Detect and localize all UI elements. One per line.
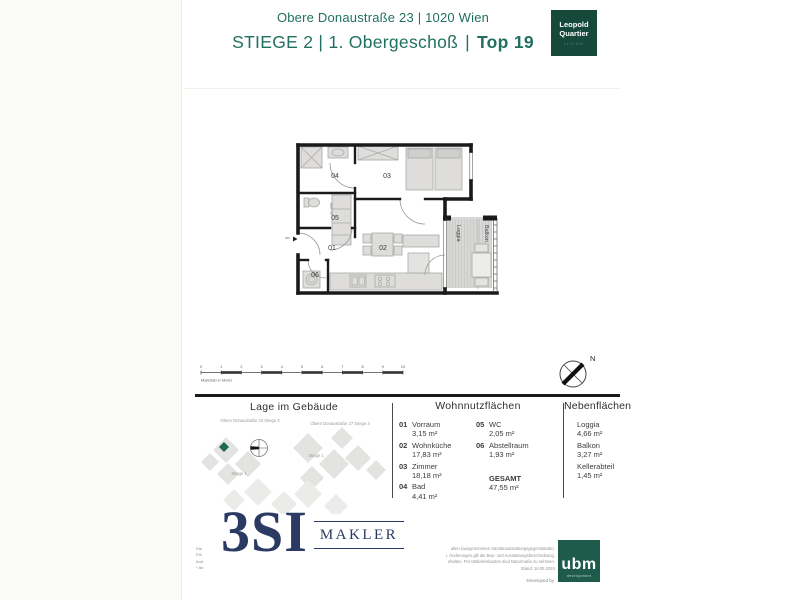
area-row: 05 WC 2,05 m²	[476, 420, 515, 439]
washer-dryer-label: WM+TR	[329, 203, 333, 215]
pillow-right	[437, 149, 460, 158]
svg-text:3: 3	[260, 364, 263, 369]
area-row: 06 Abstellraum 1,93 m²	[476, 440, 529, 460]
ubm-name: ubm	[561, 555, 597, 573]
area-row: 03 Zimmer 18,18 m²	[399, 461, 442, 480]
address-line: Obere Donaustraße 23 | 1020 Wien	[276, 10, 490, 25]
balkon-label: Balkon	[483, 225, 489, 242]
sofa	[403, 235, 439, 247]
balcony-railing	[494, 218, 498, 291]
balcony-table	[472, 253, 491, 277]
secondary-areas-title: Nebenflächen	[564, 400, 632, 412]
areas-column-1	[394, 420, 476, 503]
area-row: 04 Bad 4,41 m²	[399, 482, 438, 501]
ubm-logo	[558, 540, 600, 582]
scale-ticks	[200, 364, 406, 369]
svg-text:4: 4	[280, 364, 283, 369]
header	[183, 10, 583, 53]
svg-text:10: 10	[400, 364, 406, 369]
ubm-sub: development	[566, 574, 592, 578]
staircase-floor-label: STIEGE 2 | 1. Obergeschoß	[232, 32, 459, 52]
building-footprints	[201, 427, 386, 490]
room-06-label: 06	[311, 272, 319, 279]
total-label: GESAMT	[489, 473, 522, 483]
broker-logo: 3SI	[221, 499, 308, 564]
entry-arrow-icon	[293, 237, 298, 242]
stove	[375, 275, 395, 287]
svg-text:7: 7	[341, 364, 344, 369]
svg-text:0: 0	[199, 364, 203, 369]
fineprint-left: Die Flä And * Ab	[196, 546, 204, 571]
leopold-quartier-logo	[551, 10, 597, 56]
stiege1-label-a: Stiege 1	[231, 471, 247, 476]
building-left-label: Obere Donaustraße 23 Stiege 2	[220, 418, 280, 423]
floorplan-drawing	[280, 133, 515, 305]
header-divider	[183, 88, 620, 89]
area-row: 01 Vorraum 3,15 m²	[399, 420, 441, 439]
stiege1-label-b: Stiege 1	[308, 453, 324, 458]
scan-edge	[0, 0, 182, 600]
unit-line	[183, 32, 583, 53]
column-divider-1	[392, 403, 393, 498]
total-value: 47,55 m²	[489, 482, 519, 492]
logo-sub: LIVING	[563, 41, 585, 46]
secondary-areas	[564, 400, 632, 482]
svg-text:5: 5	[300, 364, 304, 369]
room-05-label: 05	[331, 215, 339, 222]
building-right-label: Obere Donaustraße 27 Stiege 3	[310, 421, 370, 426]
svg-text:6: 6	[321, 364, 324, 369]
site-compass-icon	[251, 440, 268, 457]
entry-label: 2/R	[285, 236, 290, 240]
areas-column-2	[476, 420, 562, 503]
section-divider	[195, 394, 620, 397]
bath-sink	[328, 147, 348, 158]
room-04-label: 04	[331, 173, 339, 180]
toilet	[309, 198, 320, 207]
secondary-row: Balkon 3,27 m²	[577, 440, 603, 460]
room-01-label: 01	[328, 245, 336, 252]
broker-logo-sub: MAKLER	[314, 521, 404, 549]
north-compass-icon	[550, 348, 600, 394]
svg-text:8: 8	[361, 364, 364, 369]
scale-label: Maßstab in Meter	[201, 377, 233, 383]
secondary-row: Kellerabteil 1,45 m²	[577, 461, 615, 480]
scale-bar	[198, 362, 413, 386]
logo-line2: Quartier	[559, 29, 589, 38]
location-title: Lage im Gebäude	[250, 401, 338, 413]
north-label: N	[590, 354, 596, 363]
logo-line1: Leopold	[559, 20, 589, 29]
area-row: 02 Wohnküche 17,83 m²	[399, 440, 452, 460]
secondary-row: Loggia 4,66 m²	[577, 420, 603, 439]
total-area	[489, 474, 562, 493]
living-areas	[394, 400, 562, 503]
loggia-label: Loggia	[455, 225, 461, 242]
developed-by-label: Developed by	[526, 578, 554, 583]
separator: |	[465, 32, 470, 52]
top-number: Top 19	[476, 32, 534, 52]
living-areas-title: Wohnnutzflächen	[435, 400, 521, 412]
room-02-label: 02	[379, 245, 387, 252]
room-03-label: 03	[383, 173, 391, 180]
svg-text:2: 2	[240, 364, 243, 369]
svg-text:9: 9	[381, 364, 384, 369]
fineprint-right: alten (ausgenommen Sanitärausstattungsgegenstände). i. Änderungen gilt die Bau- und Ausstattungsbeschreibung. ehalten. Für Möbeleinbauten sind Naturmaße zu nehmen. Stand: 16.05.2024	[446, 546, 555, 571]
pillow-left	[408, 149, 431, 158]
svg-text:1: 1	[220, 364, 223, 369]
